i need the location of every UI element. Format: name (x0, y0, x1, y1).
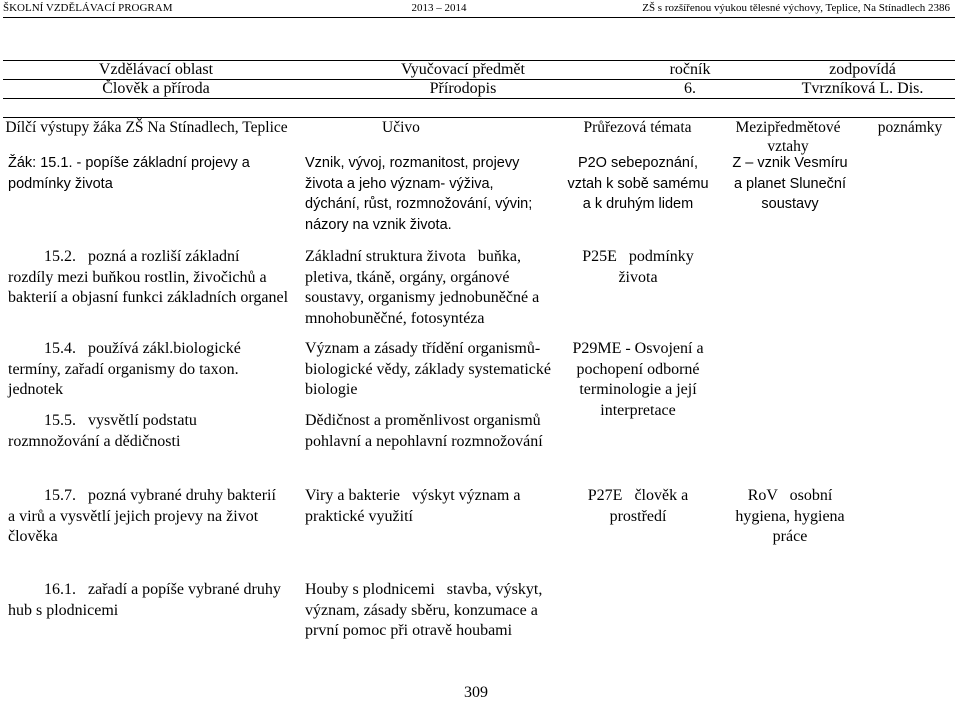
value-area: Člověk a příroda (102, 80, 210, 97)
value-grade: 6. (684, 80, 696, 97)
column-header-responsible: zodpovídá (829, 61, 896, 78)
column-header-area: Vzdělávací oblast (98, 61, 214, 78)
outcome-cell: 15.5. vysvětlí podstatu rozmnožování a dědičnosti (8, 412, 197, 450)
column-header-grade: ročník (669, 61, 711, 78)
header-school-year: 2013 – 2014 (411, 2, 467, 14)
value-subject: Přírodopis (429, 80, 497, 97)
header-school-name: ZŠ s rozšířenou výukou tělesné výchovy, Teplice, Na Stínadlech 2386 (642, 2, 950, 14)
outcome-cell: 16.1. zařadí a popíše vybrané druhy hub s plodnicemi (8, 581, 281, 619)
column-header-outcomes: Dílčí výstupy žáka ZŠ Na Stínadlech, Teplice (5, 119, 288, 136)
value-responsible: Tvrzníková L. Dis. (801, 80, 924, 97)
page-number: 309 (464, 684, 488, 701)
header-rule (3, 17, 955, 18)
column-header-cross-curricular: Průřezová témata (583, 119, 692, 136)
interdisciplinary-cell: RoV osobní hygiena, hygiena práce (735, 487, 845, 545)
cross-curricular-cell: P29ME - Osvojení a pochopení odborné terminologie a její interpretace (572, 340, 704, 419)
cross-curricular-cell: P2O sebepoznání, vztah k sobě samému a k druhým lidem (567, 155, 709, 212)
outcome-cell: 15.7. pozná vybrané druhy bakterií a virů a vysvětlí jejich projevy na život člověka (8, 487, 276, 545)
column-header-notes: poznámky (877, 119, 943, 136)
header-program-title: ŠKOLNÍ VZDĚLÁVACÍ PROGRAM (3, 2, 173, 14)
content-cell: Houby s plodnicemi stavba, výskyt, význam, zásady sběru, konzumace a první pomoc při otravě houbami (305, 581, 543, 639)
outcome-cell: Žák: 15.1. - popíše základní projevy a podmínky života (8, 155, 250, 192)
column-header-interdisciplinary: Mezipředmětové vztahy (735, 119, 841, 155)
cross-curricular-cell: P27E člověk a prostředí (587, 487, 689, 525)
info-table-bottom-border (3, 98, 955, 99)
column-header-content: Učivo (382, 119, 420, 136)
content-cell: Viry a bakterie výskyt význam a praktické využití (305, 487, 521, 525)
interdisciplinary-cell: Z – vznik Vesmíru a planet Sluneční soustavy (732, 155, 848, 212)
content-cell: Vznik, vývoj, rozmanitost, projevy života a jeho význam- výživa, dýchání, růst, rozmnožování, vývin; názory na vznik života. (305, 155, 533, 233)
content-cell: Dědičnost a proměnlivost organismů pohlavní a nepohlavní rozmnožování (305, 412, 543, 450)
content-cell: Základní struktura života buňka, pletiva, tkáně, orgány, orgánové soustavy, organismy jednobuněčné a mnohobuněčné, fotosyntéza (305, 248, 540, 327)
column-header-subject: Vyučovací předmět (401, 61, 525, 78)
outcome-cell: 15.2. pozná a rozliší základní rozdíly mezi buňkou rostlin, živočichů a bakterií a objasní funkci základních organel (8, 248, 289, 306)
outcome-cell: 15.4. používá zákl.biologické termíny, zařadí organismy do taxon. jednotek (8, 340, 241, 398)
cross-curricular-cell: P25E podmínky života (582, 248, 694, 286)
content-cell: Význam a zásady třídění organismů- biologické vědy, základy systematické biologie (305, 340, 551, 398)
